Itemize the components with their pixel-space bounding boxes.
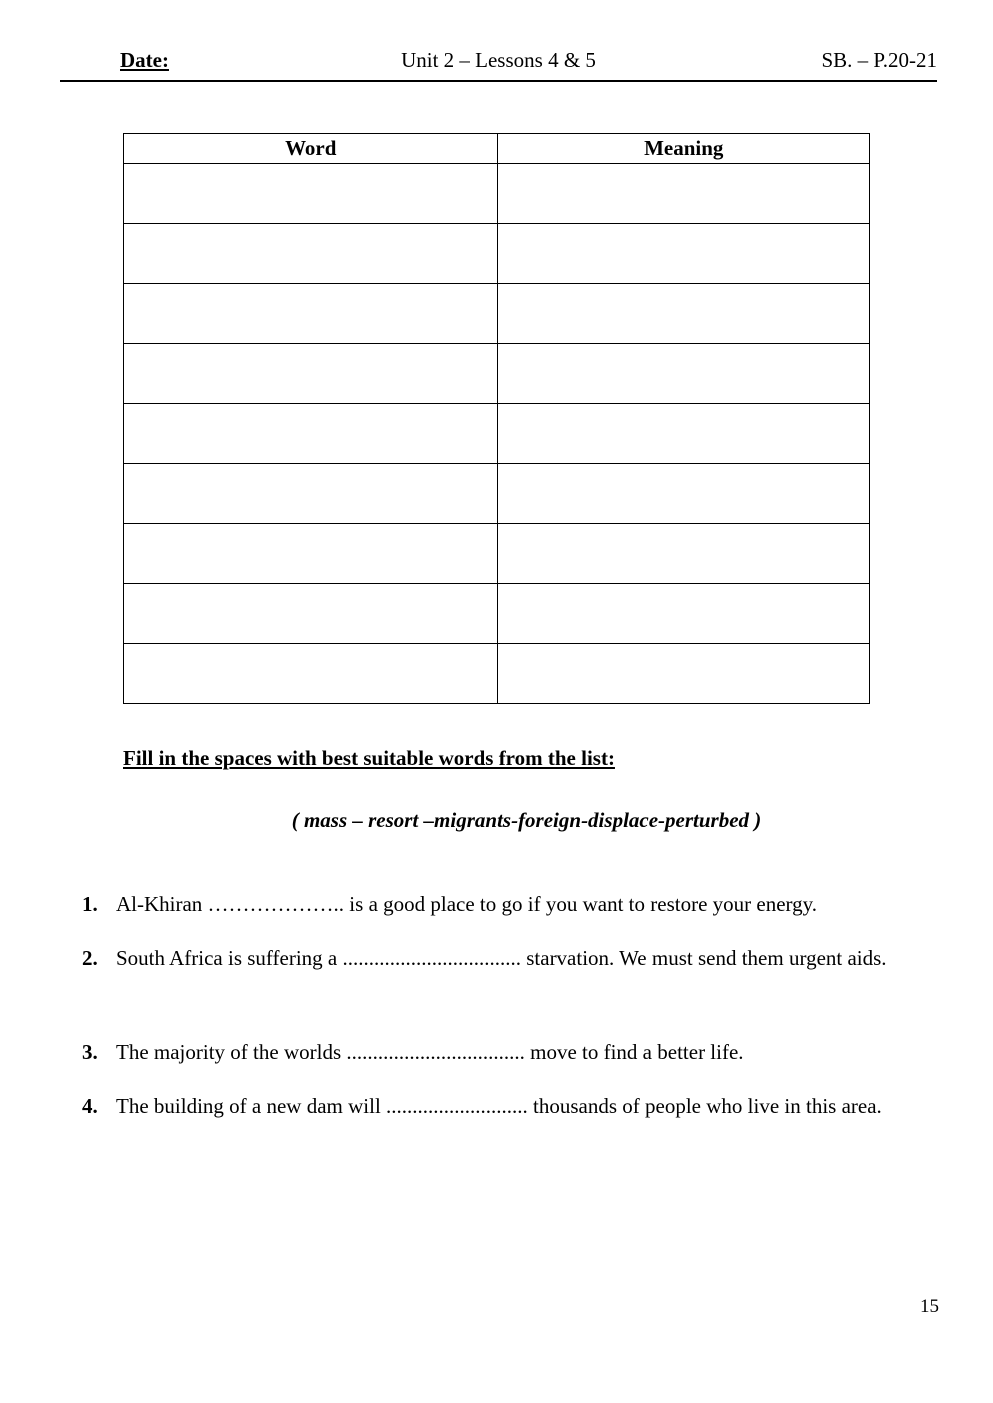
exercise-instruction: Fill in the spaces with best suitable words from the list: xyxy=(123,746,615,770)
word-cell xyxy=(124,224,498,284)
book-page-reference: SB. – P.20-21 xyxy=(821,48,937,72)
meaning-cell xyxy=(498,524,870,584)
vocab-table-header-row xyxy=(124,134,870,164)
vocab-table-row xyxy=(124,524,870,584)
meaning-cell xyxy=(498,584,870,644)
word-cell xyxy=(124,464,498,524)
meaning-cell xyxy=(498,644,870,704)
meaning-cell xyxy=(498,224,870,284)
page-header xyxy=(60,48,937,82)
vocab-table-row xyxy=(124,284,870,344)
vocab-table-row xyxy=(124,404,870,464)
exercise-item xyxy=(82,1032,942,1072)
word-cell xyxy=(124,404,498,464)
word-cell xyxy=(124,584,498,644)
meaning-cell xyxy=(498,404,870,464)
word-cell xyxy=(124,164,498,224)
meaning-cell xyxy=(498,344,870,404)
word-cell xyxy=(124,344,498,404)
item-text: The building of a new dam will ........................... thousands of people who live in this area. xyxy=(116,1094,882,1118)
vocab-table-row xyxy=(124,164,870,224)
vocab-table-row xyxy=(124,344,870,404)
item-number: 3. xyxy=(82,1040,98,1064)
item-text: South Africa is suffering a .................................. starvation. We must send them urgent aids. xyxy=(116,946,887,970)
meaning-column-header: Meaning xyxy=(498,134,870,164)
vocab-table xyxy=(123,133,870,704)
exercise-item xyxy=(82,938,942,978)
page-number: 15 xyxy=(920,1296,939,1317)
vocab-table-header xyxy=(124,134,870,164)
word-column-header: Word xyxy=(124,134,498,164)
vocab-table-row xyxy=(124,644,870,704)
exercise-item xyxy=(82,884,942,924)
item-number: 1. xyxy=(82,892,98,916)
exercise-item xyxy=(82,1086,942,1126)
vocab-table-body xyxy=(124,164,870,704)
header-left xyxy=(60,48,318,73)
meaning-cell xyxy=(498,464,870,524)
unit-title: Unit 2 – Lessons 4 & 5 xyxy=(401,48,596,72)
item-number: 2. xyxy=(82,946,98,970)
vocab-table-row xyxy=(124,224,870,284)
word-bank: ( mass – resort –migrants-foreign-displace-perturbed ) xyxy=(291,808,762,832)
item-text: Al-Khiran ……………….. is a good place to go if you want to restore your energy. xyxy=(116,892,818,916)
item-number: 4. xyxy=(82,1094,98,1118)
item-text: The majority of the worlds .................................. move to find a better life. xyxy=(116,1040,744,1064)
word-cell xyxy=(124,284,498,344)
date-label: Date: xyxy=(120,48,169,72)
vocab-table-row xyxy=(124,464,870,524)
meaning-cell xyxy=(498,284,870,344)
meaning-cell xyxy=(498,164,870,224)
vocab-table-row xyxy=(124,584,870,644)
word-cell xyxy=(124,524,498,584)
word-cell xyxy=(124,644,498,704)
